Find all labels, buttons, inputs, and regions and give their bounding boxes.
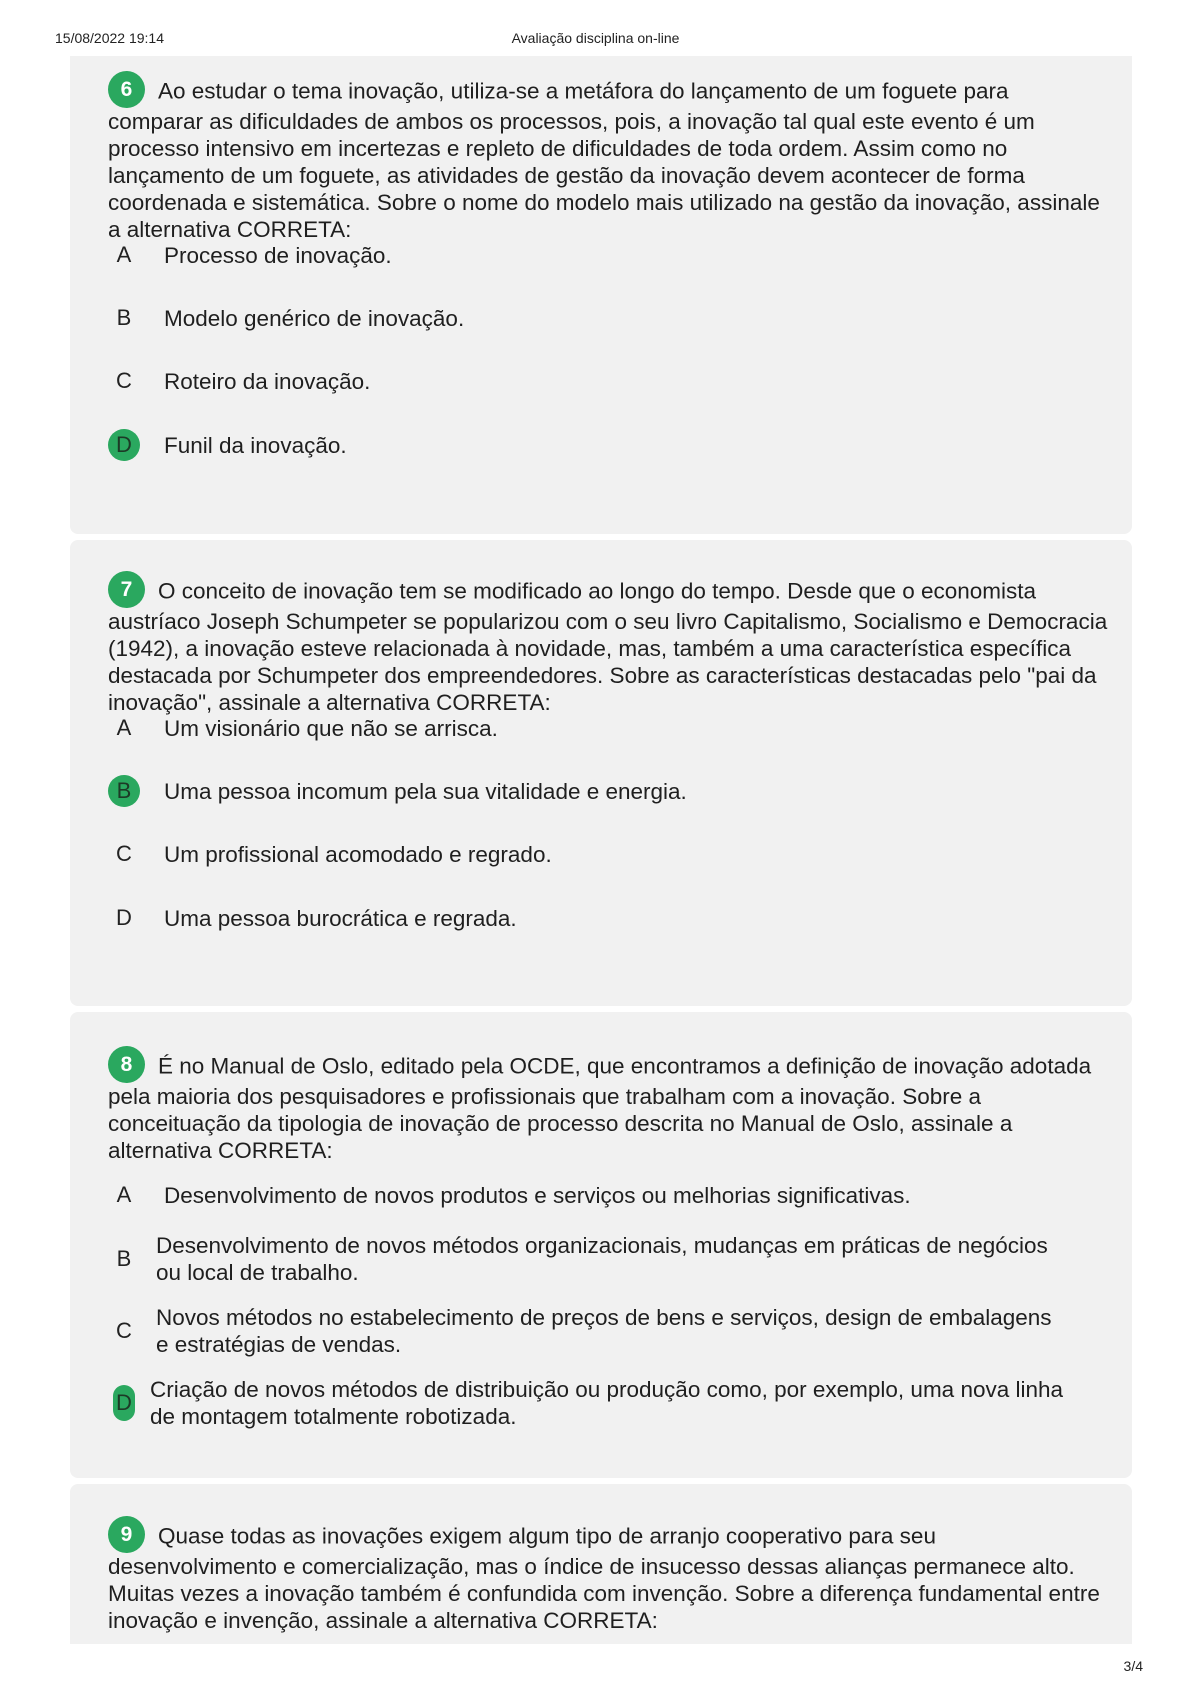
option-letter: B [116, 305, 132, 330]
option-text: Um visionário que não se arrisca. [164, 715, 498, 741]
option-letter: A [116, 242, 132, 267]
option-text: Roteiro da inovação. [164, 368, 371, 394]
option-text: Modelo genérico de inovação. [164, 305, 465, 331]
question-card-8 [70, 1012, 1132, 1478]
option-b[interactable] [108, 1232, 1068, 1286]
option-text: Funil da inovação. [164, 432, 347, 458]
option-d[interactable] [108, 429, 1108, 461]
option-letter: A [116, 715, 132, 740]
question-number-badge: 6 [108, 71, 145, 108]
question-stem [108, 577, 1108, 716]
option-c[interactable] [108, 365, 1108, 397]
option-text: Novos métodos no estabelecimento de preços de bens e serviços, design de embalagens e estratégias de vendas. [156, 1305, 1052, 1357]
option-text: Criação de novos métodos de distribuição ou produção como, por exemplo, uma nova linha de montagem totalmente robotizada. [150, 1377, 1064, 1429]
option-letter: D [116, 905, 132, 930]
option-b[interactable] [108, 302, 1108, 334]
question-card-7 [70, 540, 1132, 1006]
option-a[interactable] [108, 712, 1108, 744]
option-text: Desenvolvimento de novos métodos organizacionais, mudanças em práticas de negócios ou local de trabalho. [156, 1233, 1048, 1285]
question-number-badge: 9 [108, 1516, 145, 1553]
page-number: 3/4 [1123, 1658, 1143, 1674]
question-card-9 [70, 1484, 1132, 1644]
question-text: Ao estudar o tema inovação, utiliza-se a metáfora do lançamento de um foguete para comparar as dificuldades de ambos os processos, pois, a inovação tal qual este evento é um processo intensivo em incertezas e repleto de dificuldades de toda ordem. Assim como no lançamento de um foguete, as atividades de gestão da inovação devem acontecer de forma coordenada e sistemática. Sobre o nome do modelo mais utilizado na gestão da inovação, assinale a alternativa CORRETA: [108, 78, 1100, 242]
option-letter: C [116, 368, 132, 393]
option-d[interactable] [108, 902, 1108, 934]
question-stem [108, 77, 1108, 243]
option-letter-selected: D [108, 429, 140, 461]
option-c[interactable] [108, 838, 1108, 870]
option-text: Uma pessoa burocrática e regrada. [164, 905, 517, 931]
option-c[interactable] [108, 1304, 1068, 1358]
question-stem [108, 1052, 1108, 1164]
option-a[interactable] [108, 239, 1108, 271]
option-b[interactable] [108, 775, 1108, 807]
question-text: É no Manual de Oslo, editado pela OCDE, que encontramos a definição de inovação adotada pela maioria dos pesquisadores e profissionais que trabalham com a inovação. Sobre a conceituação da tipologia de inovação de processo descrita no Manual de Oslo, assinale a alternativa CORRETA: [108, 1053, 1092, 1163]
option-letter: B [116, 1246, 132, 1271]
option-text: Processo de inovação. [164, 242, 392, 268]
option-letter: C [116, 841, 132, 866]
question-stem [108, 1522, 1108, 1634]
question-text: O conceito de inovação tem se modificado ao longo do tempo. Desde que o economista austríaco Joseph Schumpeter se popularizou com o seu livro Capitalismo, Socialismo e Democracia (1942), a inovação esteve relacionada à novidade, mas, também a uma característica específica destacada por Schumpeter dos empreendedores. Sobre as características destacadas pelo "pai da inovação", assinale a alternativa CORRETA: [108, 578, 1108, 715]
question-number-badge: 7 [108, 571, 145, 608]
question-number-badge: 8 [108, 1046, 145, 1083]
print-title: Avaliação disciplina on-line [511, 30, 680, 46]
option-letter-selected: B [108, 775, 140, 807]
print-date: 15/08/2022 19:14 [55, 30, 164, 46]
option-letter: C [116, 1318, 132, 1343]
option-a[interactable] [108, 1179, 1108, 1211]
question-card-6 [70, 56, 1132, 534]
option-text: Uma pessoa incomum pela sua vitalidade e energia. [164, 778, 687, 804]
option-letter: A [116, 1182, 132, 1207]
option-letter-selected: D [113, 1385, 135, 1421]
option-d[interactable] [108, 1376, 1068, 1430]
option-text: Desenvolvimento de novos produtos e serviços ou melhorias significativas. [164, 1182, 911, 1208]
option-text: Um profissional acomodado e regrado. [164, 841, 552, 867]
question-text: Quase todas as inovações exigem algum tipo de arranjo cooperativo para seu desenvolvimento e comercialização, mas o índice de insucesso dessas alianças permanece alto. Muitas vezes a inovação também é confundida com invenção. Sobre a diferença fundamental entre inovação e invenção, assinale a alternativa CORRETA: [108, 1523, 1100, 1633]
